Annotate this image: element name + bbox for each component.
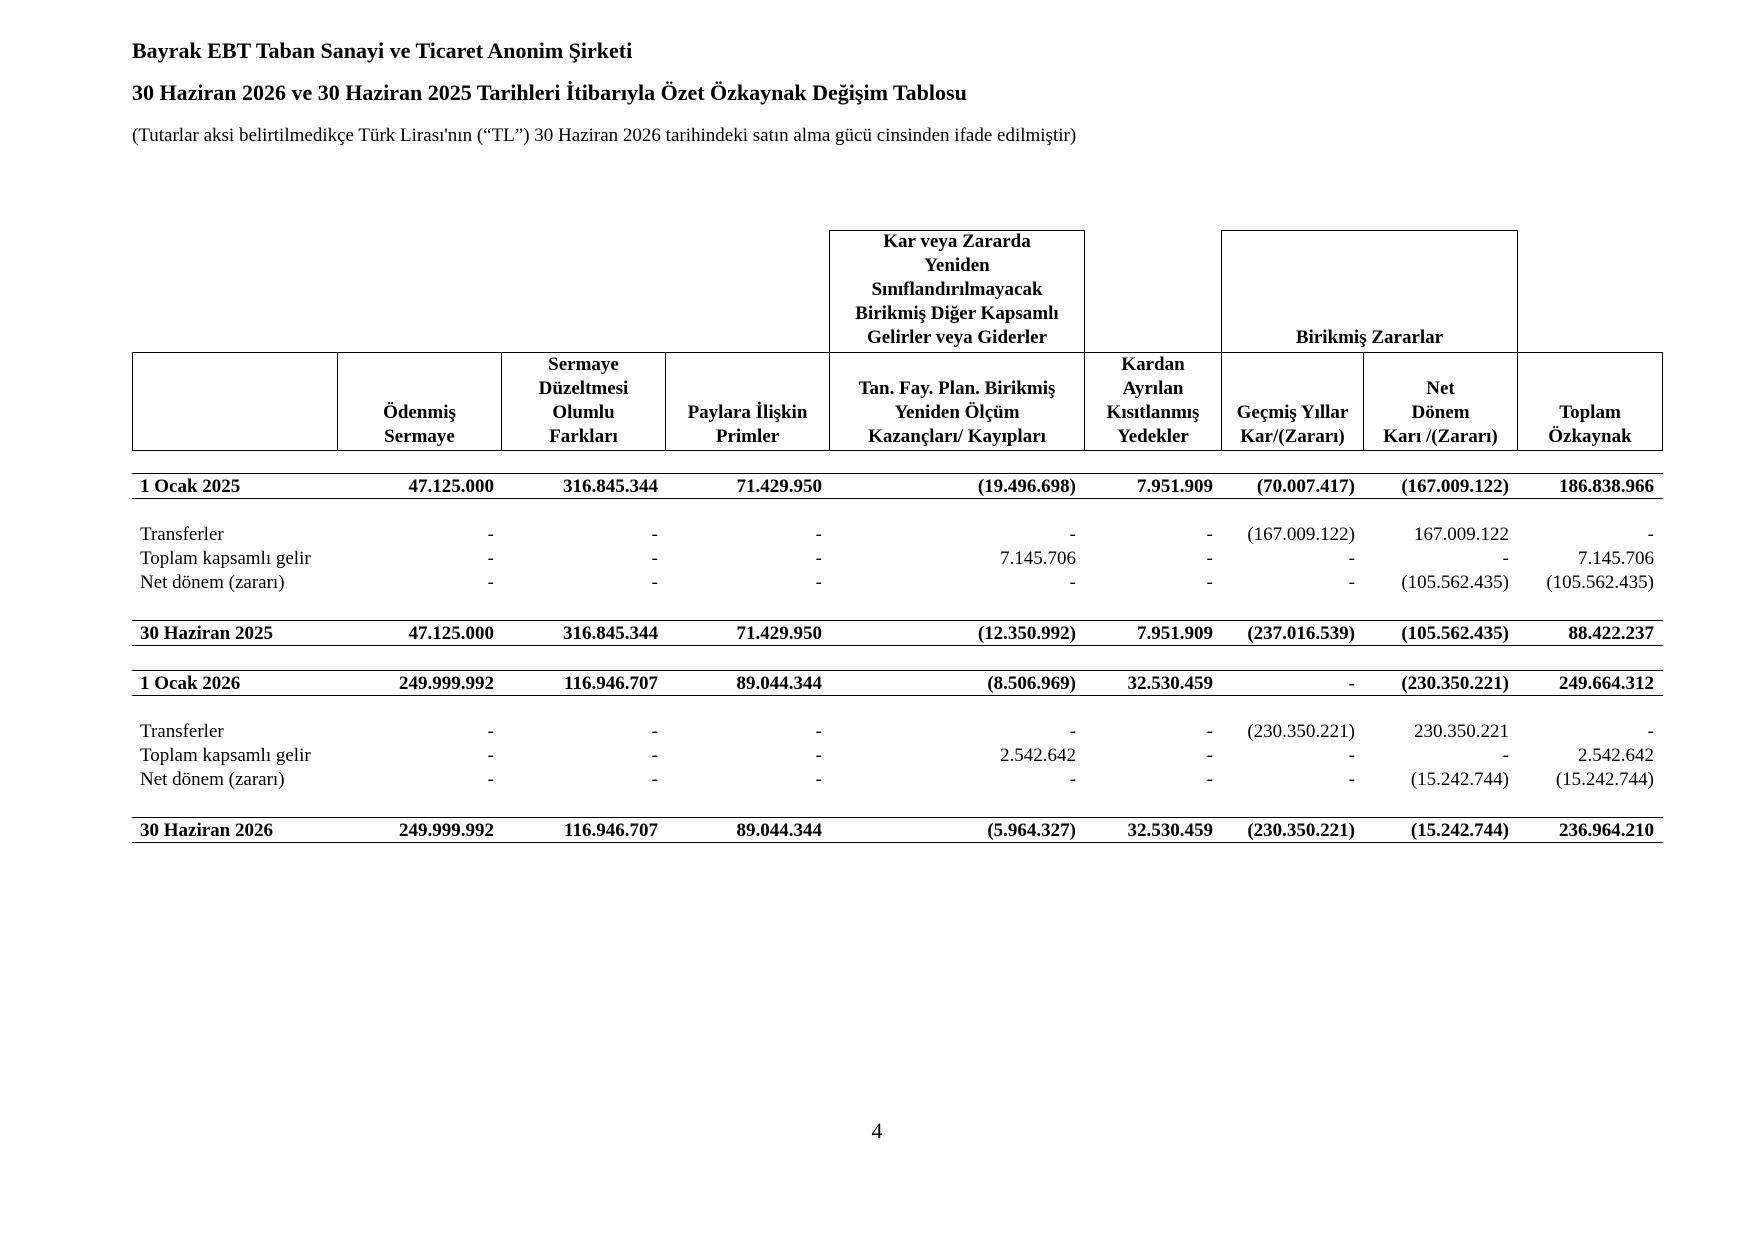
- col-header-restricted-reserves: Kardan Ayrılan Kısıtlanmış Yedekler: [1106, 354, 1200, 447]
- cell-value: -: [651, 721, 658, 742]
- cell-value: -: [1502, 548, 1509, 569]
- cell-value: 186.838.966: [1559, 476, 1654, 497]
- company-name: Bayrak EBT Taban Sanayi ve Ticaret Anonim Şirketi: [132, 38, 633, 63]
- cell-value: -: [1348, 572, 1355, 593]
- cell-value: -: [1206, 572, 1213, 593]
- cell-value: -: [1069, 769, 1076, 790]
- cell-value: -: [487, 745, 494, 766]
- cell-value: 2.542.642: [1578, 745, 1654, 766]
- cell-value: -: [1348, 745, 1355, 766]
- cell-value: -: [815, 769, 822, 790]
- statement-subtitle: (Tutarlar aksi belirtilmedikçe Türk Lirası'nın (“TL”) 30 Haziran 2026 tarihindeki satın alma gücü cinsinden ifade edilmiştir): [132, 125, 1077, 146]
- cell-value: (70.007.417): [1256, 476, 1355, 497]
- col-header-total-equity: Toplam Özkaynak: [1548, 402, 1632, 447]
- cell-value: -: [815, 745, 822, 766]
- cell-value: (12.350.992): [977, 623, 1076, 644]
- cell-value: 249.999.992: [399, 820, 494, 841]
- table-row: [132, 523, 1662, 547]
- cell-value: -: [1348, 769, 1355, 790]
- cell-value: (8.506.969): [987, 673, 1076, 694]
- cell-value: (230.350.221): [1247, 721, 1355, 742]
- cell-value: (230.350.221): [1247, 820, 1355, 841]
- cell-value: 167.009.122: [1414, 524, 1509, 545]
- cell-value: -: [1647, 524, 1654, 545]
- cell-value: (105.562.435): [1401, 572, 1509, 593]
- col-header-remeasurement: Tan. Fay. Plan. Birikmiş Yeniden Ölçüm Kazançları/ Kayıpları: [858, 378, 1056, 447]
- cell-value: -: [487, 572, 494, 593]
- col-header-net-period: Net Dönem Karı /(Zararı): [1383, 378, 1498, 447]
- cell-value: -: [815, 524, 822, 545]
- table-row: [132, 819, 1662, 843]
- row-label: Transferler: [140, 721, 224, 742]
- cell-value: -: [651, 524, 658, 545]
- cell-value: 316.845.344: [563, 623, 658, 644]
- cell-value: -: [1348, 673, 1355, 694]
- cell-value: -: [651, 745, 658, 766]
- cell-value: -: [651, 572, 658, 593]
- cell-value: 7.145.706: [1578, 548, 1654, 569]
- cell-value: -: [1206, 548, 1213, 569]
- cell-value: 249.999.992: [399, 673, 494, 694]
- cell-value: -: [1206, 769, 1213, 790]
- cell-value: (230.350.221): [1401, 673, 1509, 694]
- statement-title: 30 Haziran 2026 ve 30 Haziran 2025 Tarihleri İtibarıyla Özet Özkaynak Değişim Tablosu: [132, 80, 967, 105]
- cell-value: -: [1206, 745, 1213, 766]
- cell-value: (15.242.744): [1410, 769, 1509, 790]
- cell-value: (105.562.435): [1401, 623, 1509, 644]
- table-row: [132, 622, 1662, 646]
- table-row: [132, 768, 1662, 792]
- cell-value: -: [1069, 721, 1076, 742]
- cell-value: 88.422.237: [1568, 623, 1654, 644]
- cell-value: -: [1069, 572, 1076, 593]
- cell-value: -: [487, 721, 494, 742]
- cell-value: -: [815, 572, 822, 593]
- cell-value: 316.845.344: [563, 476, 658, 497]
- table-row: [132, 475, 1662, 499]
- cell-value: -: [651, 548, 658, 569]
- cell-value: 89.044.344: [736, 820, 822, 841]
- cell-value: (167.009.122): [1247, 524, 1355, 545]
- table-row: [132, 744, 1662, 768]
- row-label: Transferler: [140, 524, 224, 545]
- cell-value: 47.125.000: [408, 623, 494, 644]
- rule-line: [132, 473, 1663, 474]
- cell-value: -: [1206, 721, 1213, 742]
- cell-value: 7.951.909: [1137, 476, 1213, 497]
- col-header-share-premium: Paylara İlişkin Primler: [687, 402, 808, 447]
- cell-value: -: [487, 548, 494, 569]
- row-label: 1 Ocak 2026: [140, 673, 241, 694]
- row-label: Toplam kapsamlı gelir: [140, 548, 311, 569]
- cell-value: (237.016.539): [1247, 623, 1355, 644]
- cell-value: -: [815, 721, 822, 742]
- cell-value: 89.044.344: [736, 673, 822, 694]
- row-label: Net dönem (zararı): [140, 572, 285, 593]
- table-row: [132, 547, 1662, 571]
- row-label: 30 Haziran 2025: [140, 623, 273, 644]
- cell-value: (19.496.698): [977, 476, 1076, 497]
- cell-value: -: [487, 769, 494, 790]
- oci-group-header: Kar veya Zararda Yeniden Sınıflandırılmayacak Birikmiş Diğer Kapsamlı Gelirler veya Giderler: [855, 231, 1059, 348]
- cell-value: -: [487, 524, 494, 545]
- cell-value: 47.125.000: [408, 476, 494, 497]
- cell-value: (5.964.327): [987, 820, 1076, 841]
- table-row: [132, 720, 1662, 744]
- cell-value: -: [1348, 548, 1355, 569]
- row-label: 30 Haziran 2026: [140, 820, 273, 841]
- cell-value: 32.530.459: [1127, 673, 1213, 694]
- row-label: Net dönem (zararı): [140, 769, 285, 790]
- col-header-prior-years: Geçmiş Yıllar Kar/(Zararı): [1236, 402, 1349, 447]
- cell-value: -: [1206, 524, 1213, 545]
- rule-line: [132, 670, 1663, 671]
- cell-value: (105.562.435): [1546, 572, 1654, 593]
- table-row: [132, 672, 1662, 696]
- cell-value: (15.242.744): [1555, 769, 1654, 790]
- row-label: 1 Ocak 2025: [140, 476, 241, 497]
- cell-value: -: [1069, 524, 1076, 545]
- rule-line: [132, 620, 1663, 621]
- cell-value: 7.145.706: [1000, 548, 1076, 569]
- cell-value: 71.429.950: [736, 623, 822, 644]
- cell-value: 236.964.210: [1559, 820, 1654, 841]
- cell-value: -: [1647, 721, 1654, 742]
- cell-value: (167.009.122): [1401, 476, 1509, 497]
- cell-value: -: [651, 769, 658, 790]
- cell-value: 116.946.707: [564, 673, 658, 694]
- cell-value: -: [815, 548, 822, 569]
- cell-value: (15.242.744): [1410, 820, 1509, 841]
- cell-value: 2.542.642: [1000, 745, 1076, 766]
- col-header-capital-adjustment: Sermaye Düzeltmesi Olumlu Farkları: [538, 354, 629, 447]
- rule-line: [132, 817, 1663, 818]
- cell-value: 71.429.950: [736, 476, 822, 497]
- cell-value: 116.946.707: [564, 820, 658, 841]
- cell-value: 7.951.909: [1137, 623, 1213, 644]
- cell-value: 32.530.459: [1127, 820, 1213, 841]
- row-label: Toplam kapsamlı gelir: [140, 745, 311, 766]
- cell-value: 230.350.221: [1414, 721, 1509, 742]
- cell-value: -: [1502, 745, 1509, 766]
- cell-value: 249.664.312: [1559, 673, 1654, 694]
- page-number: 4: [871, 1118, 883, 1143]
- col-header-paid-capital: Ödenmiş Sermaye: [383, 402, 456, 447]
- accumulated-group-header: Birikmiş Zararlar: [1295, 327, 1444, 348]
- table-row: [132, 571, 1662, 595]
